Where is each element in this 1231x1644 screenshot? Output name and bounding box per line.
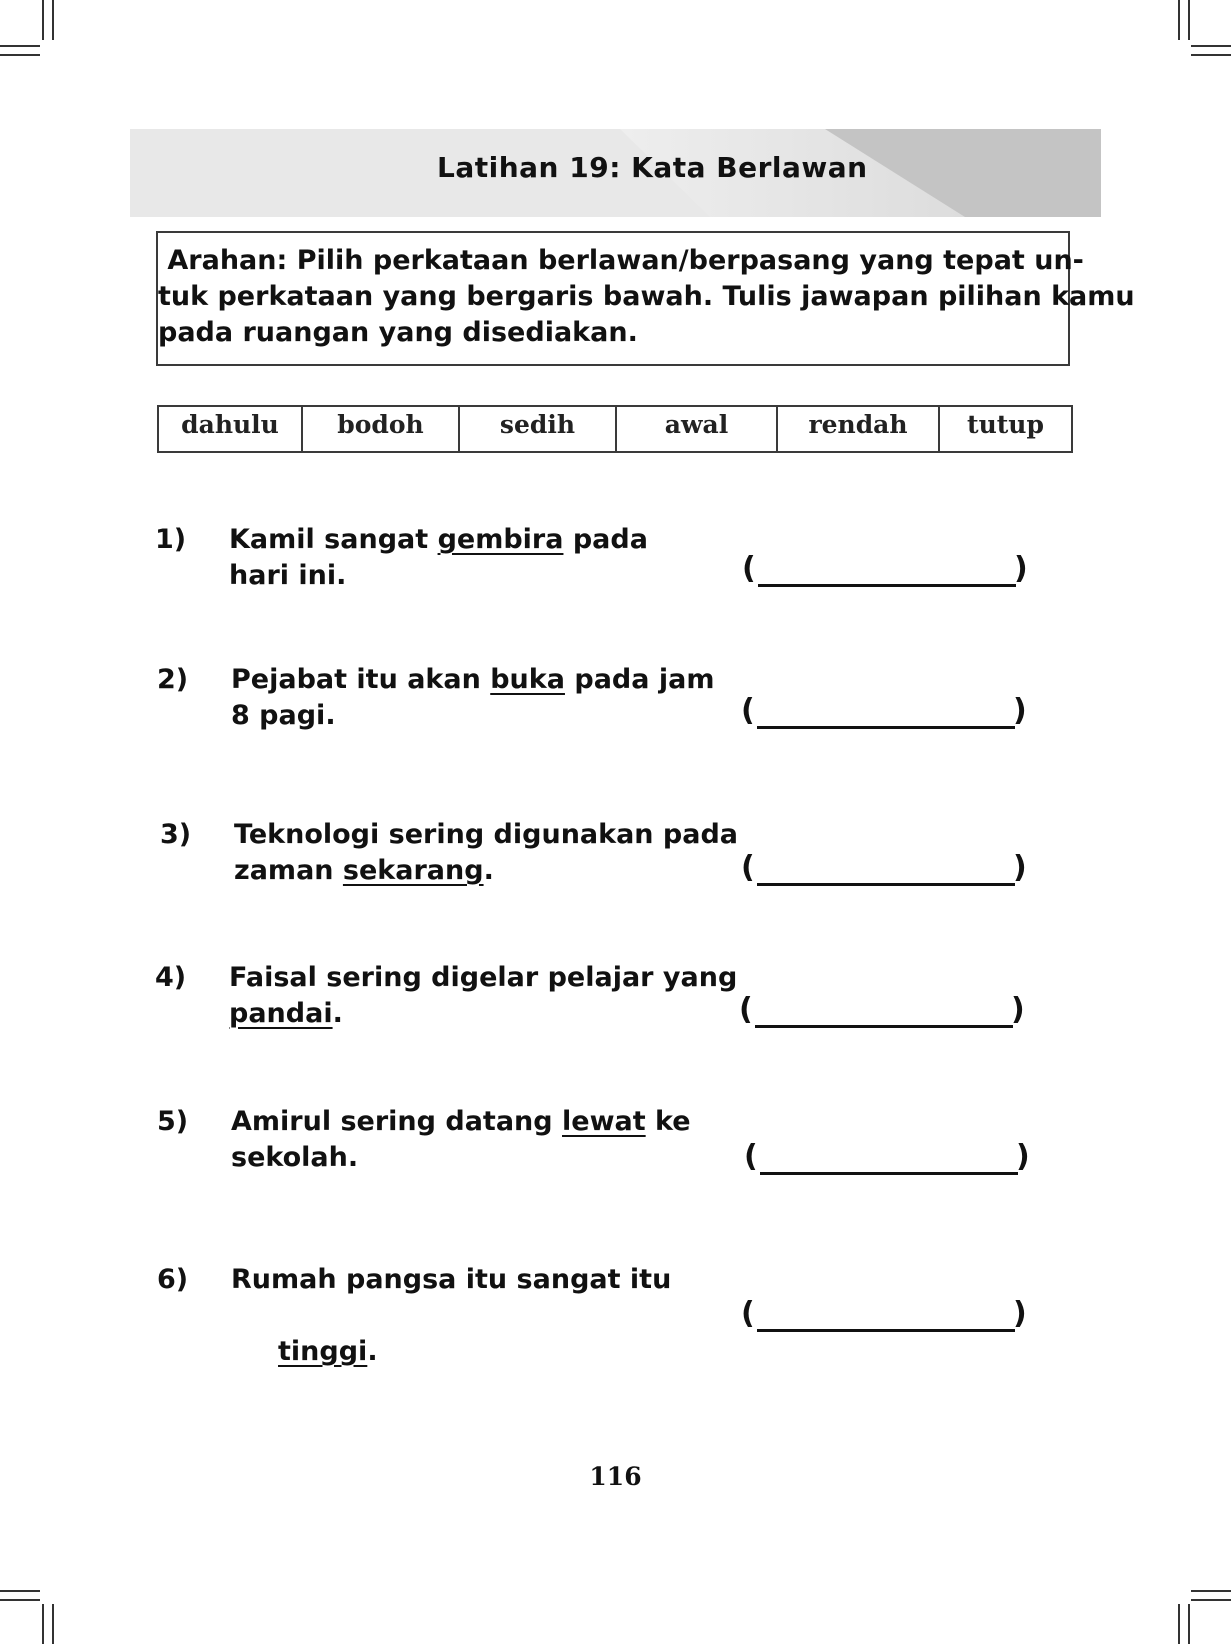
question-number: 2) [157, 664, 189, 695]
question-number: 3) [160, 819, 192, 850]
word-bank-cell: tutup [967, 410, 1044, 439]
answer-line [755, 1025, 1013, 1028]
underlined-word: pandai [229, 998, 333, 1029]
question-text-line: tinggi. [278, 1336, 378, 1367]
question-text-line: Teknologi sering digunakan pada [234, 819, 739, 850]
question-text-line: sekolah. [231, 1142, 359, 1173]
open-paren: ( [739, 992, 753, 1027]
underlined-word: tinggi [278, 1336, 368, 1367]
underlined-word: lewat [562, 1106, 646, 1137]
question-number: 4) [155, 962, 187, 993]
crop-mark [1188, 1604, 1190, 1644]
answer-blank[interactable] [742, 551, 1032, 591]
crop-mark [1191, 1599, 1231, 1601]
answer-blank[interactable] [744, 1139, 1034, 1179]
question-text-line: hari ini. [229, 560, 347, 591]
crop-mark [42, 0, 44, 40]
open-paren: ( [744, 1139, 758, 1174]
open-paren: ( [741, 850, 755, 885]
instruction-text [158, 243, 1135, 351]
crop-mark [42, 1604, 44, 1644]
question-number: 6) [157, 1264, 189, 1295]
question-number: 5) [157, 1106, 189, 1137]
word-bank-table [157, 405, 1073, 453]
question-text-line: Rumah pangsa itu sangat itu [231, 1264, 672, 1295]
page-title: Latihan 19: Kata Berlawan [437, 151, 868, 184]
answer-line [757, 726, 1015, 729]
crop-mark [52, 1604, 54, 1644]
word-bank-cell: bodoh [303, 407, 460, 451]
question-text-line: Pejabat itu akan buka pada jam [231, 664, 715, 695]
crop-mark [1191, 1590, 1231, 1592]
word-bank-cell: rendah [778, 407, 940, 451]
crop-mark [1191, 54, 1231, 56]
answer-line [757, 883, 1015, 886]
open-paren: ( [741, 1296, 755, 1331]
underlined-word: gembira [437, 524, 564, 555]
question-text-line: Kamil sangat gembira pada [229, 524, 648, 555]
crop-mark [0, 1599, 40, 1601]
question-text-line: Amirul sering datang lewat ke [231, 1106, 691, 1137]
crop-mark [1188, 0, 1190, 40]
question-text-line: pandai. [229, 998, 343, 1029]
close-paren: ) [1013, 693, 1027, 728]
underlined-word: sekarang [342, 855, 484, 886]
question-number: 1) [155, 524, 187, 555]
question-text-line: 8 pagi. [231, 700, 336, 731]
crop-mark [1178, 1604, 1180, 1644]
close-paren: ) [1016, 1139, 1030, 1174]
answer-blank[interactable] [741, 1296, 1031, 1336]
open-paren: ( [741, 693, 755, 728]
crop-mark [52, 0, 54, 40]
open-paren: ( [742, 551, 756, 586]
close-paren: ) [1011, 992, 1025, 1027]
close-paren: ) [1013, 1296, 1027, 1331]
answer-blank[interactable] [739, 992, 1029, 1032]
answer-blank[interactable] [741, 693, 1031, 733]
word-bank-cell: dahulu [159, 407, 303, 451]
crop-mark [0, 1590, 40, 1592]
instruction-line: pada ruangan yang disediakan. [158, 317, 638, 348]
question-text-line: zaman sekarang. [234, 855, 494, 886]
instruction-line: Arahan: Pilih perkataan berlawan/berpasang yang tepat un- [158, 245, 1084, 276]
title-banner [130, 129, 1101, 217]
question-text-line: Faisal sering digelar pelajar yang [229, 962, 738, 993]
page-number: 116 [589, 1462, 642, 1491]
crop-mark [0, 45, 40, 47]
close-paren: ) [1013, 850, 1027, 885]
word-bank-cell: awal [617, 407, 778, 451]
word-bank-cell: sedih [460, 407, 617, 451]
instruction-line: tuk perkataan yang bergaris bawah. Tulis jawapan pilihan kamu [158, 281, 1135, 312]
answer-blank[interactable] [741, 850, 1031, 890]
crop-mark [1178, 0, 1180, 40]
crop-mark [0, 54, 40, 56]
answer-line [757, 1329, 1015, 1332]
crop-mark [1191, 45, 1231, 47]
close-paren: ) [1014, 551, 1028, 586]
instruction-box [156, 231, 1135, 366]
answer-line [758, 584, 1016, 587]
answer-line [760, 1172, 1018, 1175]
underlined-word: buka [490, 664, 565, 695]
